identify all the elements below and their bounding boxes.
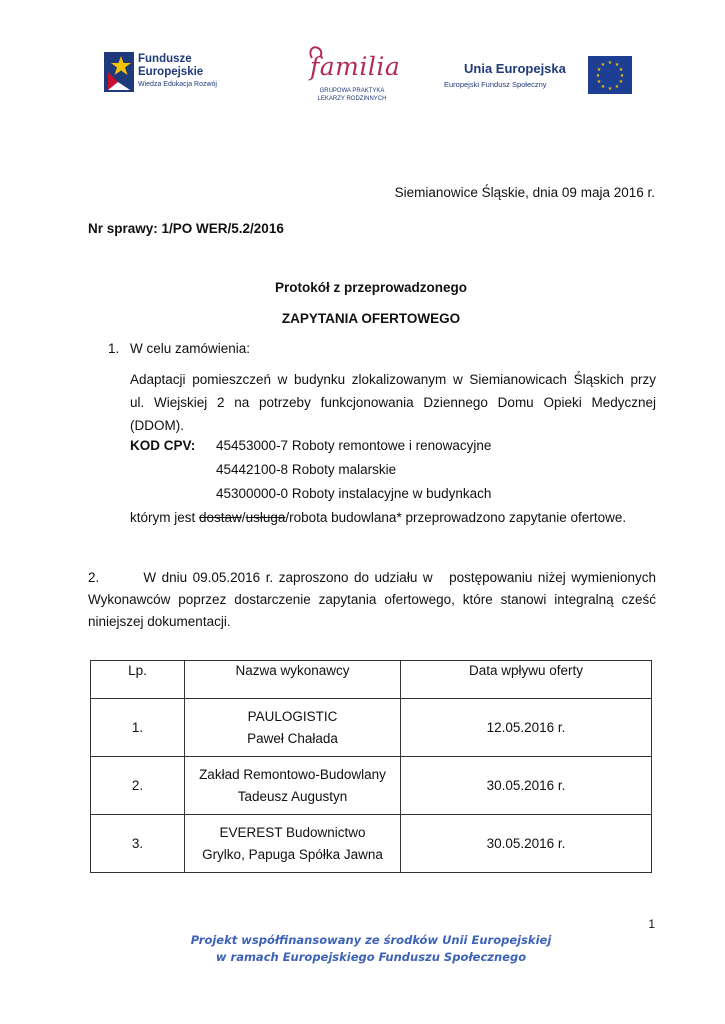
- table-row: [91, 757, 652, 815]
- svg-text:★: ★: [600, 62, 606, 68]
- row-date: 12.05.2016 r.: [401, 699, 652, 757]
- fe-title-line1: Fundusze: [138, 53, 192, 65]
- struck-option-usluga: usługa: [245, 510, 286, 525]
- page-number: 1: [648, 917, 655, 931]
- ue-title: Unia Europejska: [464, 61, 566, 76]
- svg-text:★: ★: [607, 86, 613, 92]
- table-row: [91, 699, 652, 757]
- struck-option-dostaw: dostaw: [199, 510, 242, 525]
- row-lp: 2.: [91, 757, 185, 815]
- order-type-line: [130, 510, 626, 525]
- row-vendor: [185, 757, 401, 815]
- vendor-name: Zakład Remontowo-Budowlany: [199, 766, 386, 782]
- svg-text:★: ★: [618, 79, 624, 85]
- protocol-title: Protokół z przeprowadzonego: [274, 280, 467, 295]
- svg-text:★: ★: [596, 67, 602, 73]
- table-header-row: [91, 661, 652, 699]
- order-description: [130, 368, 656, 437]
- fe-star-icon: [104, 52, 134, 92]
- protocol-subtitle: ZAPYTANIA OFERTOWEGO: [281, 311, 461, 326]
- section-2-line3: niniejszej dokumentacji.: [88, 614, 231, 629]
- cpv-code: 45453000-7 Roboty remontowe i renowacyjne: [216, 438, 492, 453]
- fe-title-line2: Europejskie: [138, 66, 204, 78]
- cpv-code: 45300000-0 Roboty instalacyjne w budynkach: [216, 486, 492, 501]
- row-lp: 3.: [91, 815, 185, 873]
- svg-text:★: ★: [595, 73, 601, 79]
- column-header-vendor: Nazwa wykonawcy: [185, 661, 401, 699]
- order-type-prefix: którym jest: [130, 510, 200, 525]
- svg-text:★: ★: [614, 84, 620, 90]
- section-2-paragraph: [88, 567, 656, 633]
- footer-line2: w ramach Europejskiego Funduszu Społecznego: [215, 950, 527, 964]
- eu-flag-icon: [588, 56, 632, 94]
- row-vendor: [185, 815, 401, 873]
- cpv-label: KOD CPV:: [130, 438, 196, 453]
- footer-line1: Projekt współfinansowany ze środków Unii Europejskiej: [190, 933, 552, 947]
- section-2-line1: 2. W dniu 09.05.2016 r. zaproszono do udziału w postępowaniu niżej wymienionych: [88, 570, 656, 585]
- vendor-owner: Grylko, Papuga Spółka Jawna: [202, 846, 383, 862]
- svg-text:★: ★: [600, 84, 606, 90]
- ue-subtitle: Europejski Fundusz Społeczny: [444, 80, 547, 89]
- vendors-table: [90, 660, 652, 873]
- row-date: 30.05.2016 r.: [401, 757, 652, 815]
- cpv-code: 45442100-8 Roboty malarskie: [216, 462, 397, 477]
- row-vendor: [185, 699, 401, 757]
- svg-text:★: ★: [618, 67, 624, 73]
- case-number: Nr sprawy: 1/PO WER/5.2/2016: [88, 221, 284, 236]
- column-header-lp: Lp.: [91, 661, 185, 699]
- svg-text:★: ★: [607, 60, 613, 66]
- familia-wordmark: familia: [310, 52, 401, 81]
- order-type-suffix: /robota budowlana* przeprowadzono zapytanie ofertowe.: [285, 510, 627, 525]
- row-lp: 1.: [91, 699, 185, 757]
- table-row: [91, 815, 652, 873]
- svg-text:★: ★: [596, 79, 602, 85]
- place-and-date: Siemianowice Śląskie, dnia 09 maja 2016 r.: [394, 185, 655, 200]
- column-header-date: Data wpływu oferty: [401, 661, 652, 699]
- section-2-line2: Wykonawców poprzez dostarczenie zapytania ofertowego, które stanowi integralną cześć: [88, 592, 656, 607]
- familia-subtitle-2: LEKARZY RODZINNYCH: [317, 96, 387, 102]
- vendor-name: PAULOGISTIC: [247, 708, 338, 724]
- section-1-number: 1.: [108, 341, 120, 356]
- row-date: 30.05.2016 r.: [401, 815, 652, 873]
- svg-text:★: ★: [614, 62, 620, 68]
- vendor-owner: Paweł Chałada: [247, 730, 338, 746]
- svg-text:★: ★: [619, 73, 625, 79]
- vendor-name: EVEREST Budownictwo: [219, 824, 366, 840]
- familia-subtitle-1: GRUPOWA PRAKTYKA: [319, 88, 385, 94]
- order-description-line2: ul. Wiejskiej 2 na potrzeby funkcjonowania Dziennego Domu Opieki Medycznej (DDOM).: [130, 395, 656, 433]
- section-1-heading: W celu zamówienia:: [130, 341, 251, 356]
- vendor-owner: Tadeusz Augustyn: [237, 788, 348, 804]
- fe-subtitle: Wiedza Edukacja Rozwój: [138, 81, 217, 88]
- familia-logo: [300, 44, 404, 110]
- fundusze-europejskie-logo: [104, 50, 234, 96]
- unia-europejska-logo: [442, 56, 634, 96]
- order-type-slash: /: [241, 510, 246, 525]
- order-description-line1: Adaptacji pomieszczeń w budynku zlokalizowanym w Siemianowicach Śląskich przy: [130, 372, 656, 387]
